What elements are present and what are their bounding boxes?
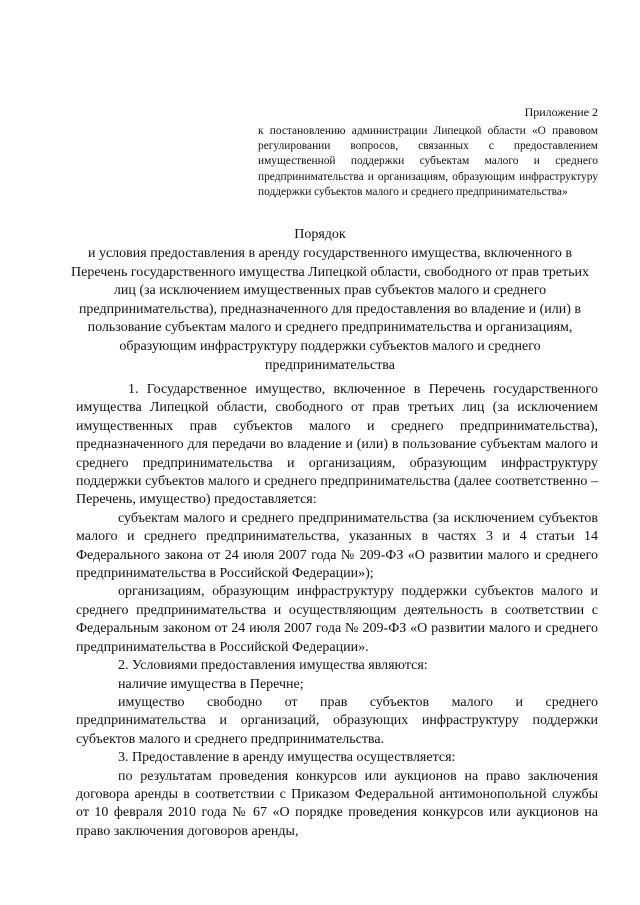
document-body [76,381,598,841]
annex-title: Приложение 2 [524,105,598,119]
paragraph-1-item-b: организациям, образующим инфраструктуру поддержки субъектов малого и среднего предпринимательства и осуществляющим деятельность в соответствии с Федеральным законом от 24 июля 2007 года № 209-ФЗ «О развитии малого и среднего предпринимательства в Российской Федерации». [76,584,598,655]
paragraph-1: 1. Государственное имущество, включенное в Перечень государственного имущества Липецкой области, свободного от прав третьих лиц (за исключением имущественных прав субъектов малого и среднего предпринимательства), предназначенного для передачи во владение и (или) в пользование субъектам малого и среднего предпринимательства и организациям, образующим инфраструктуру поддержки субъектов малого и среднего предпринимательства (далее соответственно – Перечень, имущество) предоставляется: [76,382,598,508]
document-title: Порядок [294,227,346,242]
document-subtitle: и условия предоставления в аренду государственного имущества, включенного в Перечень государственного имущества Липецкой области, свободного от прав третьих лиц (за исключением имущественных прав субъектов малого и среднего предпринимательства), предназначенного для предоставления во владение и (или) в пользование субъектам малого и среднего предпринимательства и организациям, образующим инфраструктуру поддержки субъектов малого и среднего предпринимательства [71,246,589,373]
paragraph-2-item-b: имущество свободно от прав субъектов малого и среднего предпринимательства и организаций, образующих инфраструктуру поддержки субъектов малого и среднего предпринимательства. [76,694,598,747]
paragraph-3: 3. Предоставление в аренду имущества осуществляется: [118,750,456,766]
annex-text: к постановлению администрации Липецкой области «О правовом регулировании вопросов, связанных с предоставлением имущественной поддержки субъектам малого и среднего предпринимательства и организациям, образующим инфраструктуру поддержки субъектов малого и среднего предпринимательства» [258,125,598,198]
paragraph-1-item-a: субъектам малого и среднего предпринимательства (за исключением субъектов малого и среднего предпринимательства, указанных в частях 3 и 4 статьи 14 Федерального закона от 24 июля 2007 года № 209-ФЗ «О развитии малого и среднего предпринимательства в Российской Федерации»); [76,510,598,582]
paragraph-2-item-a: наличие имущества в Перечне; [118,676,304,692]
paragraph-3-item-a: по результатам проведения конкурсов или аукционов на право заключения договора аренды в соответствии с Приказом Федеральной антимонопольной службы от 10 февраля 2010 года № 67 «О порядке проведения конкурсов или аукционов на право заключения договоров аренды, [76,768,598,839]
paragraph-2: 2. Условиями предоставления имущества являются: [118,658,428,674]
